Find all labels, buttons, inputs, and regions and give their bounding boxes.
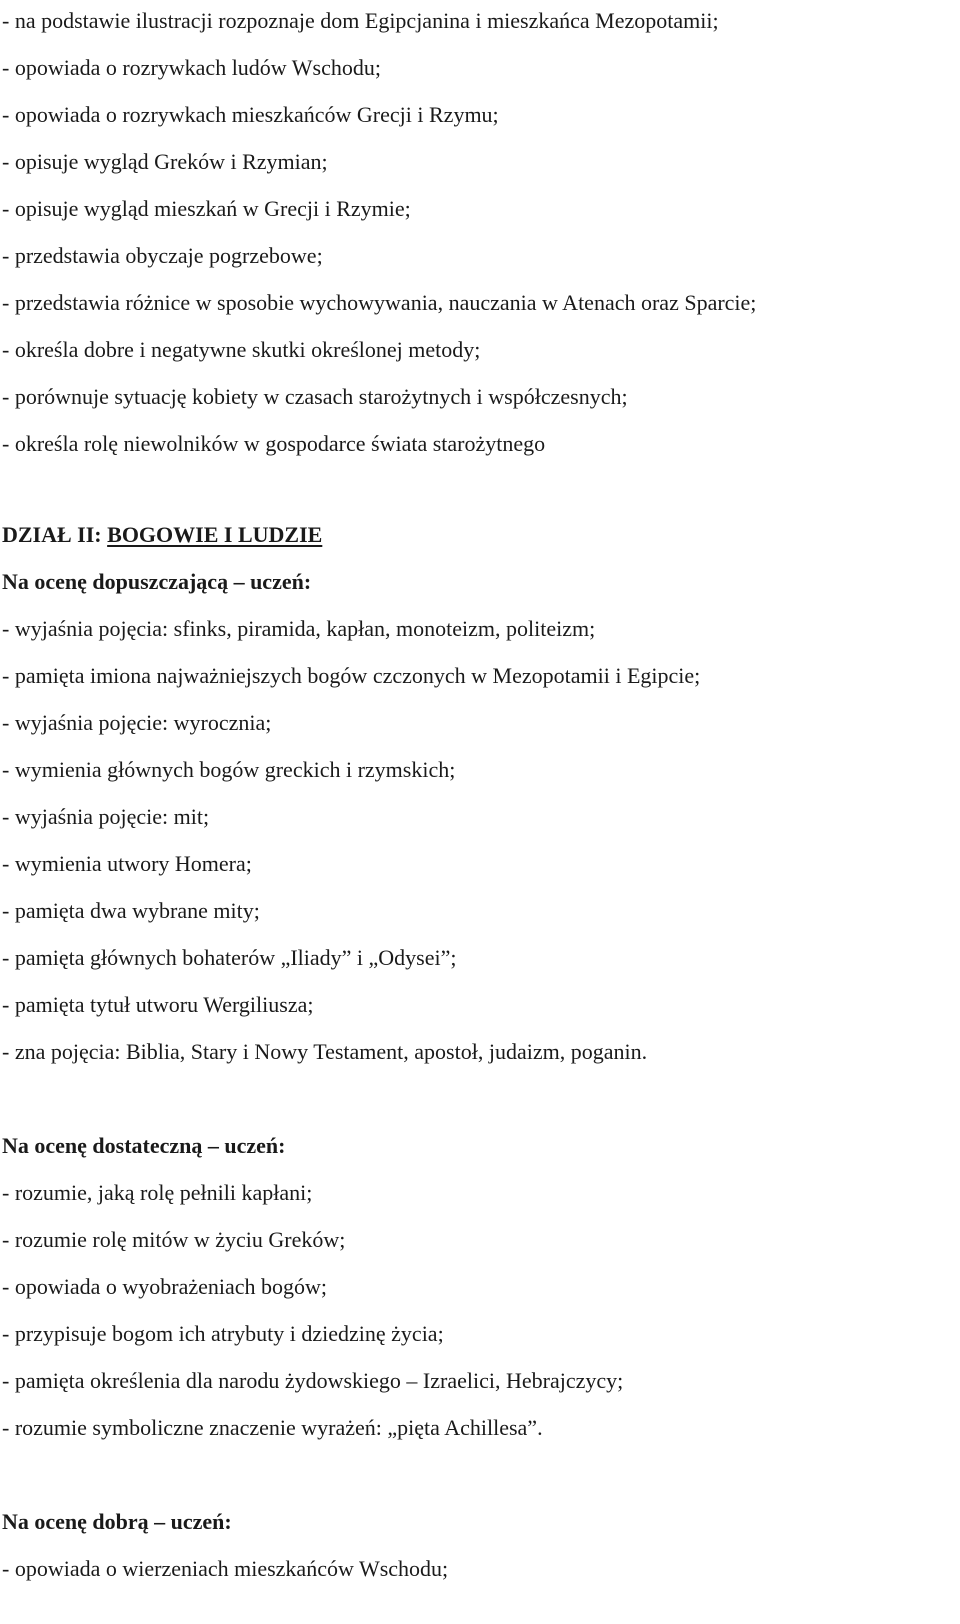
list-item: - opowiada o rozrywkach ludów Wschodu; [2, 55, 381, 80]
requirements-list [2, 0, 960, 467]
section-topic: BOGOWIE I LUDZIE [107, 522, 323, 547]
list-item: - pamięta dwa wybrane mity; [2, 898, 260, 923]
list-item: - wymienia głównych bogów greckich i rzymskich; [2, 757, 456, 782]
list-item: - wymienia utwory Homera; [2, 851, 252, 876]
list-item: - przedstawia obyczaje pogrzebowe; [2, 243, 323, 268]
section-heading [2, 511, 960, 558]
list-item: - rozumie rolę mitów w życiu Greków; [2, 1227, 346, 1252]
list-item: - pamięta głównych bohaterów „Iliady” i „Odysei”; [2, 945, 457, 970]
grade-heading: Na ocenę dobrą – uczeń: [2, 1509, 232, 1534]
list-item: - pamięta imiona najważniejszych bogów czczonych w Mezopotamii i Egipcie; [2, 663, 701, 688]
grade-heading: Na ocenę dopuszczającą – uczeń: [2, 569, 312, 594]
list-item: - pamięta określenia dla narodu żydowskiego – Izraelici, Hebrajczycy; [2, 1368, 624, 1393]
list-item: - opisuje wygląd mieszkań w Grecji i Rzymie; [2, 196, 411, 221]
list-item: - opisuje wygląd Greków i Rzymian; [2, 149, 328, 174]
list-item: - zna pojęcia: Biblia, Stary i Nowy Testament, apostoł, judaizm, poganin. [2, 1039, 648, 1064]
section-prefix: DZIAŁ II: [2, 522, 108, 547]
grade-block-dobra [2, 1498, 960, 1592]
grade-block-dopuszczajaca [2, 558, 960, 1075]
list-item: - rozumie symboliczne znaczenie wyrażeń: „pięta Achillesa”. [2, 1415, 543, 1440]
list-item: - opowiada o rozrywkach mieszkańców Grecji i Rzymu; [2, 102, 499, 127]
list-item: - na podstawie ilustracji rozpoznaje dom Egipcjanina i mieszkańca Mezopotamii; [2, 8, 719, 33]
list-item: - przypisuje bogom ich atrybuty i dziedzinę życia; [2, 1321, 444, 1346]
list-item: - określa dobre i negatywne skutki określonej metody; [2, 337, 481, 362]
list-item: - opowiada o wierzeniach mieszkańców Wschodu; [2, 1556, 449, 1581]
list-item: - rozumie, jaką rolę pełnili kapłani; [2, 1180, 313, 1205]
list-item: - wyjaśnia pojęcie: mit; [2, 804, 210, 829]
list-item: - przedstawia różnice w sposobie wychowywania, nauczania w Atenach oraz Sparcie; [2, 290, 757, 315]
grade-heading: Na ocenę dostateczną – uczeń: [2, 1133, 286, 1158]
list-item: - porównuje sytuację kobiety w czasach starożytnych i współczesnych; [2, 384, 628, 409]
grade-block-dostateczna [2, 1122, 960, 1451]
list-item: - opowiada o wyobrażeniach bogów; [2, 1274, 328, 1299]
list-item: - wyjaśnia pojęcie: wyrocznia; [2, 710, 272, 735]
list-item: - określa rolę niewolników w gospodarce świata starożytnego [2, 431, 546, 456]
list-item: - pamięta tytuł utworu Wergiliusza; [2, 992, 314, 1017]
list-item: - wyjaśnia pojęcia: sfinks, piramida, kapłan, monoteizm, politeizm; [2, 616, 596, 641]
